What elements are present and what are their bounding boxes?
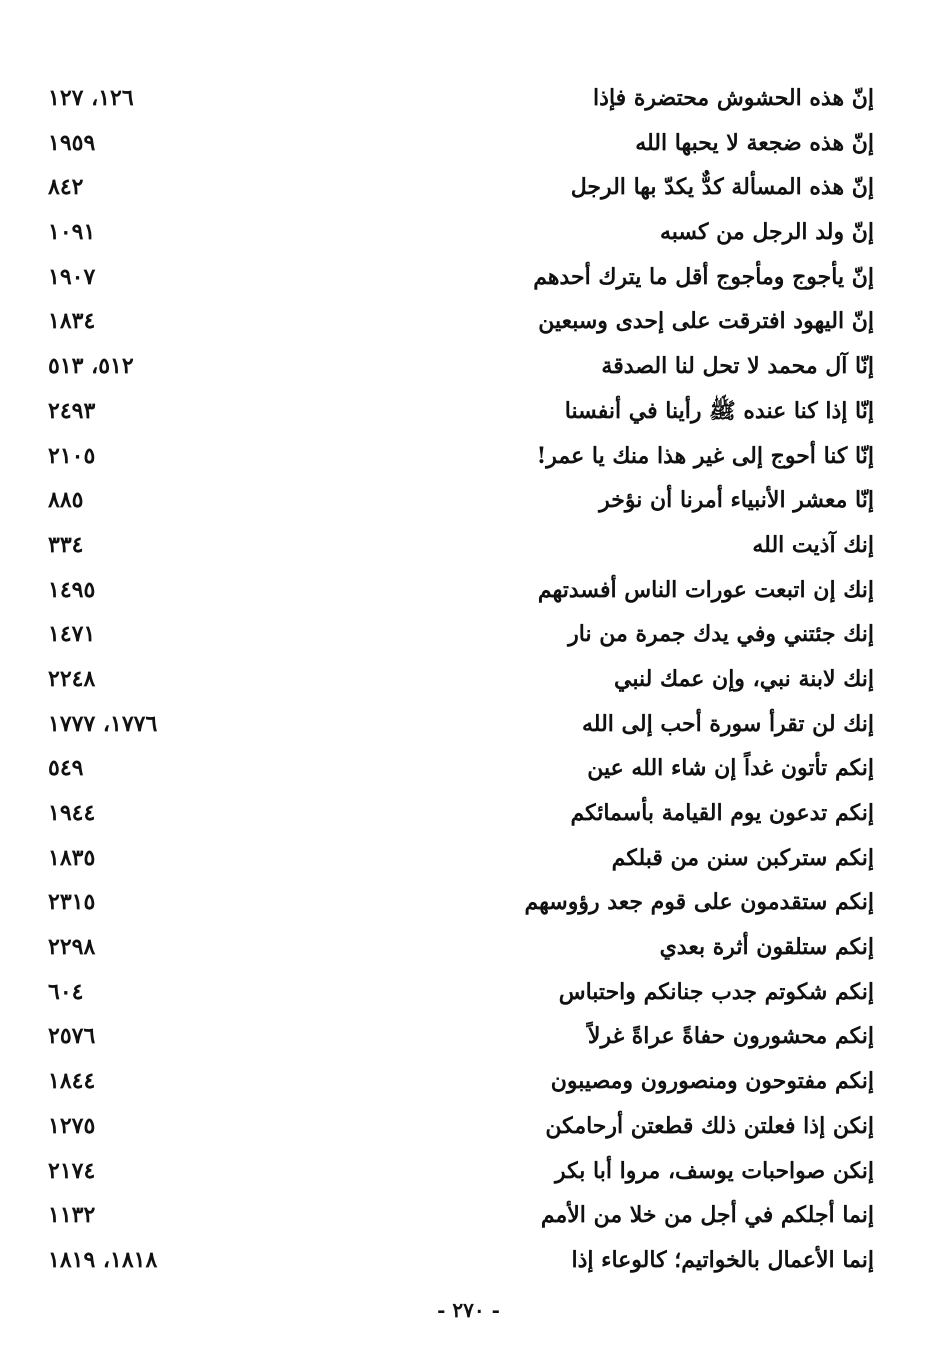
entry-page-refs: ١٤٧١ <box>48 621 96 648</box>
list-item <box>48 881 874 926</box>
list-item <box>48 971 874 1016</box>
list-item <box>48 300 874 345</box>
entry-text: إنك جئتني وفي يدك جمرة من نار <box>568 621 874 648</box>
entry-page-refs: ٥٤٩ <box>48 755 84 782</box>
list-item <box>48 524 874 569</box>
entry-page-refs: ٢٢٩٨ <box>48 934 96 961</box>
list-item <box>48 256 874 301</box>
list-item <box>48 569 874 614</box>
list-item <box>48 658 874 703</box>
list-item <box>48 435 874 480</box>
entry-page-refs: ١٨٤٤ <box>48 1068 96 1095</box>
page-number: - ٢٧٠ - <box>437 1298 500 1322</box>
entry-text: إنما الأعمال بالخواتيم؛ كالوعاء إذا <box>571 1246 874 1273</box>
entry-text: إنك لابنة نبي، وإن عمك لنبي <box>614 665 874 692</box>
entry-text: إنكم شكوتم جدب جنانكم واحتباس <box>558 978 874 1005</box>
entry-text: إنك لن تقرأ سورة أحب إلى الله <box>582 710 874 737</box>
list-item <box>48 1060 874 1105</box>
entry-text: إنّ ولد الرجل من كسبه <box>659 219 874 246</box>
entry-page-refs: ١٢٧٥ <box>48 1112 96 1139</box>
list-item <box>48 792 874 837</box>
list-item <box>48 1015 874 1060</box>
entry-text: إنكن صواحبات يوسف، مروا أبا بكر <box>554 1157 874 1184</box>
entry-text: إنّ هذه المسألة كدٌّ يكدّ بها الرجل <box>570 174 874 201</box>
list-item <box>48 1105 874 1150</box>
entry-text: إنّ هذه ضجعة لا يحبها الله <box>635 129 874 156</box>
entry-page-refs: ٦٠٤ <box>48 978 84 1005</box>
entry-page-refs: ١٧٧٦، ١٧٧٧ <box>48 710 158 737</box>
list-item <box>48 837 874 882</box>
entry-text: إنما أجلكم في أجل من خلا من الأمم <box>540 1202 874 1229</box>
entry-text: إنك إن اتبعت عورات الناس أفسدتهم <box>537 576 874 603</box>
entry-page-refs: ٢٥٧٦ <box>48 1023 96 1050</box>
entry-text: إنكم ستلقون أثرة بعدي <box>659 934 874 961</box>
entry-page-refs: ١٤٩٥ <box>48 576 96 603</box>
list-item <box>48 703 874 748</box>
list-item <box>48 77 874 122</box>
entry-text: إنكم ستقدمون على قوم جعد رؤوسهم <box>524 889 874 916</box>
entry-page-refs: ٢١٧٤ <box>48 1157 96 1184</box>
entry-page-refs: ٥١٢، ٥١٣ <box>48 353 134 380</box>
entry-page-refs: ١٠٩١ <box>48 219 96 246</box>
entry-text: إنّ يأجوج ومأجوج أقل ما يترك أحدهم <box>533 263 874 290</box>
entry-page-refs: ١١٣٢ <box>48 1202 96 1229</box>
list-item <box>48 211 874 256</box>
entry-text: إنّ اليهود افترقت على إحدى وسبعين <box>538 308 874 335</box>
entry-text: إنّا آل محمد لا تحل لنا الصدقة <box>601 353 874 380</box>
list-item <box>48 390 874 435</box>
entry-page-refs: ١٩٤٤ <box>48 800 96 826</box>
list-item <box>48 1194 874 1239</box>
entry-page-refs: ١٩٠٧ <box>48 263 96 290</box>
entry-page-refs: ١٨٣٥ <box>48 844 96 871</box>
entry-page-refs: ١٢٦، ١٢٧ <box>48 85 134 111</box>
entry-text: إنكم تدعون يوم القيامة بأسمائكم <box>570 800 874 826</box>
entry-page-refs: ٨٨٥ <box>48 487 84 514</box>
list-item <box>48 166 874 211</box>
entry-page-refs: ١٩٥٩ <box>48 129 96 156</box>
entry-text: إنّا معشر الأنبياء أمرنا أن نؤخر <box>599 487 874 514</box>
entry-text: إنّا كنا أحوج إلى غير هذا منك يا عمر! <box>536 442 874 469</box>
entry-text: إنكم ستركبن سنن من قبلكم <box>611 844 874 871</box>
list-item <box>48 1150 874 1195</box>
list-item <box>48 479 874 524</box>
hadith-index-list <box>48 77 874 1284</box>
entry-text: إنّا إذا كنا عنده ﷺ رأينا في أنفسنا <box>564 397 874 424</box>
entry-text: إنكم مفتوحون ومنصورون ومصيبون <box>550 1068 874 1095</box>
list-item <box>48 747 874 792</box>
entry-text: إنكم محشورون حفاةً عراةً غرلاً <box>587 1023 874 1050</box>
entry-page-refs: ١٨١٨، ١٨١٩ <box>48 1246 158 1273</box>
entry-page-refs: ٨٤٢ <box>48 174 84 201</box>
list-item <box>48 1239 874 1284</box>
entry-page-refs: ٢٤٩٣ <box>48 397 96 424</box>
entry-page-refs: ٢١٠٥ <box>48 442 96 469</box>
entry-page-refs: ٣٣٤ <box>48 531 84 558</box>
entry-text: إنّ هذه الحشوش محتضرة فإذا <box>593 85 874 111</box>
entry-text: إنك آذيت الله <box>752 531 874 558</box>
entry-page-refs: ١٨٣٤ <box>48 308 96 335</box>
list-item <box>48 613 874 658</box>
list-item <box>48 345 874 390</box>
entry-page-refs: ٢٢٤٨ <box>48 665 96 692</box>
list-item <box>48 926 874 971</box>
entry-text: إنكن إذا فعلتن ذلك قطعتن أرحامكن <box>545 1112 874 1139</box>
entry-text: إنكم تأتون غداً إن شاء الله عين <box>587 755 874 782</box>
list-item <box>48 122 874 167</box>
entry-page-refs: ٢٣١٥ <box>48 889 96 916</box>
